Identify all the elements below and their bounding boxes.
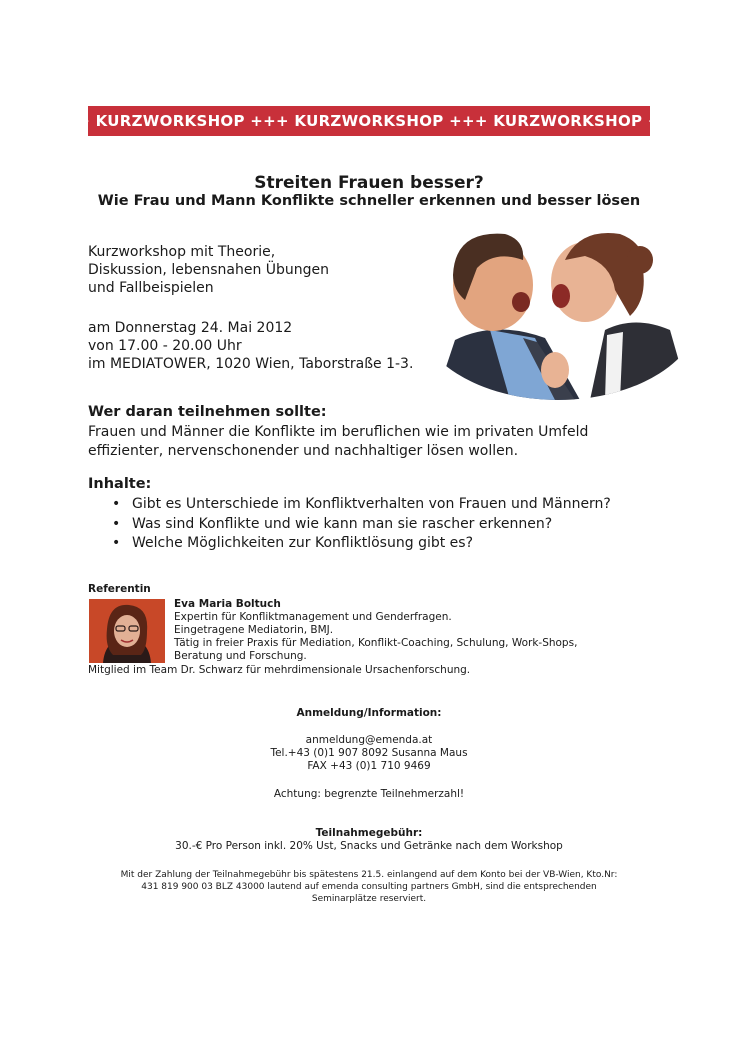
page-title: Streiten Frauen besser? bbox=[254, 173, 484, 193]
page-subtitle: Wie Frau und Mann Konflikte schneller erkennen und besser lösen bbox=[97, 193, 641, 209]
fee-text: 30.-€ Pro Person inkl. 20% Ust, Snacks und Getränke nach dem Workshop bbox=[175, 840, 563, 852]
registration-title: Anmeldung/Information: bbox=[296, 707, 442, 719]
footnote-line: Seminarplätze reserviert. bbox=[311, 894, 427, 904]
intro-line: Diskussion, lebensnahen Übungen bbox=[88, 262, 330, 278]
bio-line: Eingetragene Mediatorin, BMJ. bbox=[174, 624, 334, 636]
arguing-couple-photo bbox=[415, 220, 701, 400]
registration-heading bbox=[0, 707, 738, 720]
audience-heading: Wer daran teilnehmen sollte: bbox=[88, 404, 327, 420]
list-item: • Welche Möglichkeiten zur Konfliktlösung gibt es? bbox=[108, 534, 611, 554]
registration-fax: FAX +43 (0)1 710 9469 bbox=[307, 760, 431, 772]
bio-line: Beratung und Forschung. bbox=[174, 650, 307, 662]
event-date: am Donnerstag 24. Mai 2012 bbox=[88, 320, 293, 336]
registration-contact bbox=[0, 734, 738, 773]
speaker-bio bbox=[174, 598, 644, 663]
registration-phone: Tel.+43 (0)1 907 8092 Susanna Maus bbox=[270, 747, 468, 759]
limited-seats-note: Achtung: begrenzte Teilnehmerzahl! bbox=[273, 788, 465, 800]
speaker-portrait-photo bbox=[89, 599, 165, 663]
registration-note bbox=[0, 788, 738, 801]
audience-line: effizienter, nervenschonender und nachhaltiger lösen wollen. bbox=[88, 443, 519, 459]
contents-heading: Inhalte: bbox=[88, 476, 152, 492]
intro-line: Kurzworkshop mit Theorie, bbox=[88, 244, 276, 260]
speaker-label: Referentin bbox=[88, 583, 151, 595]
workshop-banner: ++ KURZWORKSHOP +++ KURZWORKSHOP +++ KURZWORKSHOP ++ bbox=[88, 106, 650, 136]
intro-text bbox=[88, 243, 388, 297]
list-item: • Was sind Konflikte und wie kann man sie rascher erkennen? bbox=[108, 515, 611, 535]
footnote-line: 431 819 900 03 BLZ 43000 lautend auf emenda consulting partners GmbH, sind die entsprechenden bbox=[141, 882, 597, 892]
contents-list bbox=[108, 495, 611, 554]
audience-line: Frauen und Männer die Konflikte im beruflichen wie im privaten Umfeld bbox=[88, 424, 589, 440]
registration-email[interactable]: anmeldung@emenda.at bbox=[305, 734, 433, 746]
speaker-name: Eva Maria Boltuch bbox=[174, 598, 281, 610]
speaker-membership: Mitglied im Team Dr. Schwarz für mehrdimensionale Ursachenforschung. bbox=[88, 664, 471, 676]
event-details bbox=[88, 319, 448, 373]
bio-line: Expertin für Konfliktmanagement und Genderfragen. bbox=[174, 611, 452, 623]
fee-heading: Teilnahmegebühr: bbox=[315, 827, 423, 839]
audience-text bbox=[88, 423, 648, 461]
list-item: • Gibt es Unterschiede im Konfliktverhalten von Frauen und Männern? bbox=[108, 495, 611, 515]
payment-footnote bbox=[88, 869, 650, 905]
intro-line: und Fallbeispielen bbox=[88, 280, 214, 296]
bio-line: Tätig in freier Praxis für Mediation, Konflikt-Coaching, Schulung, Work-Shops, bbox=[174, 637, 578, 649]
event-location: im MEDIATOWER, 1020 Wien, Taborstraße 1-3. bbox=[88, 356, 414, 372]
event-time: von 17.00 - 20.00 Uhr bbox=[88, 338, 242, 354]
fee-section bbox=[0, 827, 738, 853]
footnote-line: Mit der Zahlung der Teilnahmegebühr bis spätestens 21.5. einlangend auf dem Konto bei der VB-Wien, Kto.Nr: bbox=[120, 870, 618, 880]
